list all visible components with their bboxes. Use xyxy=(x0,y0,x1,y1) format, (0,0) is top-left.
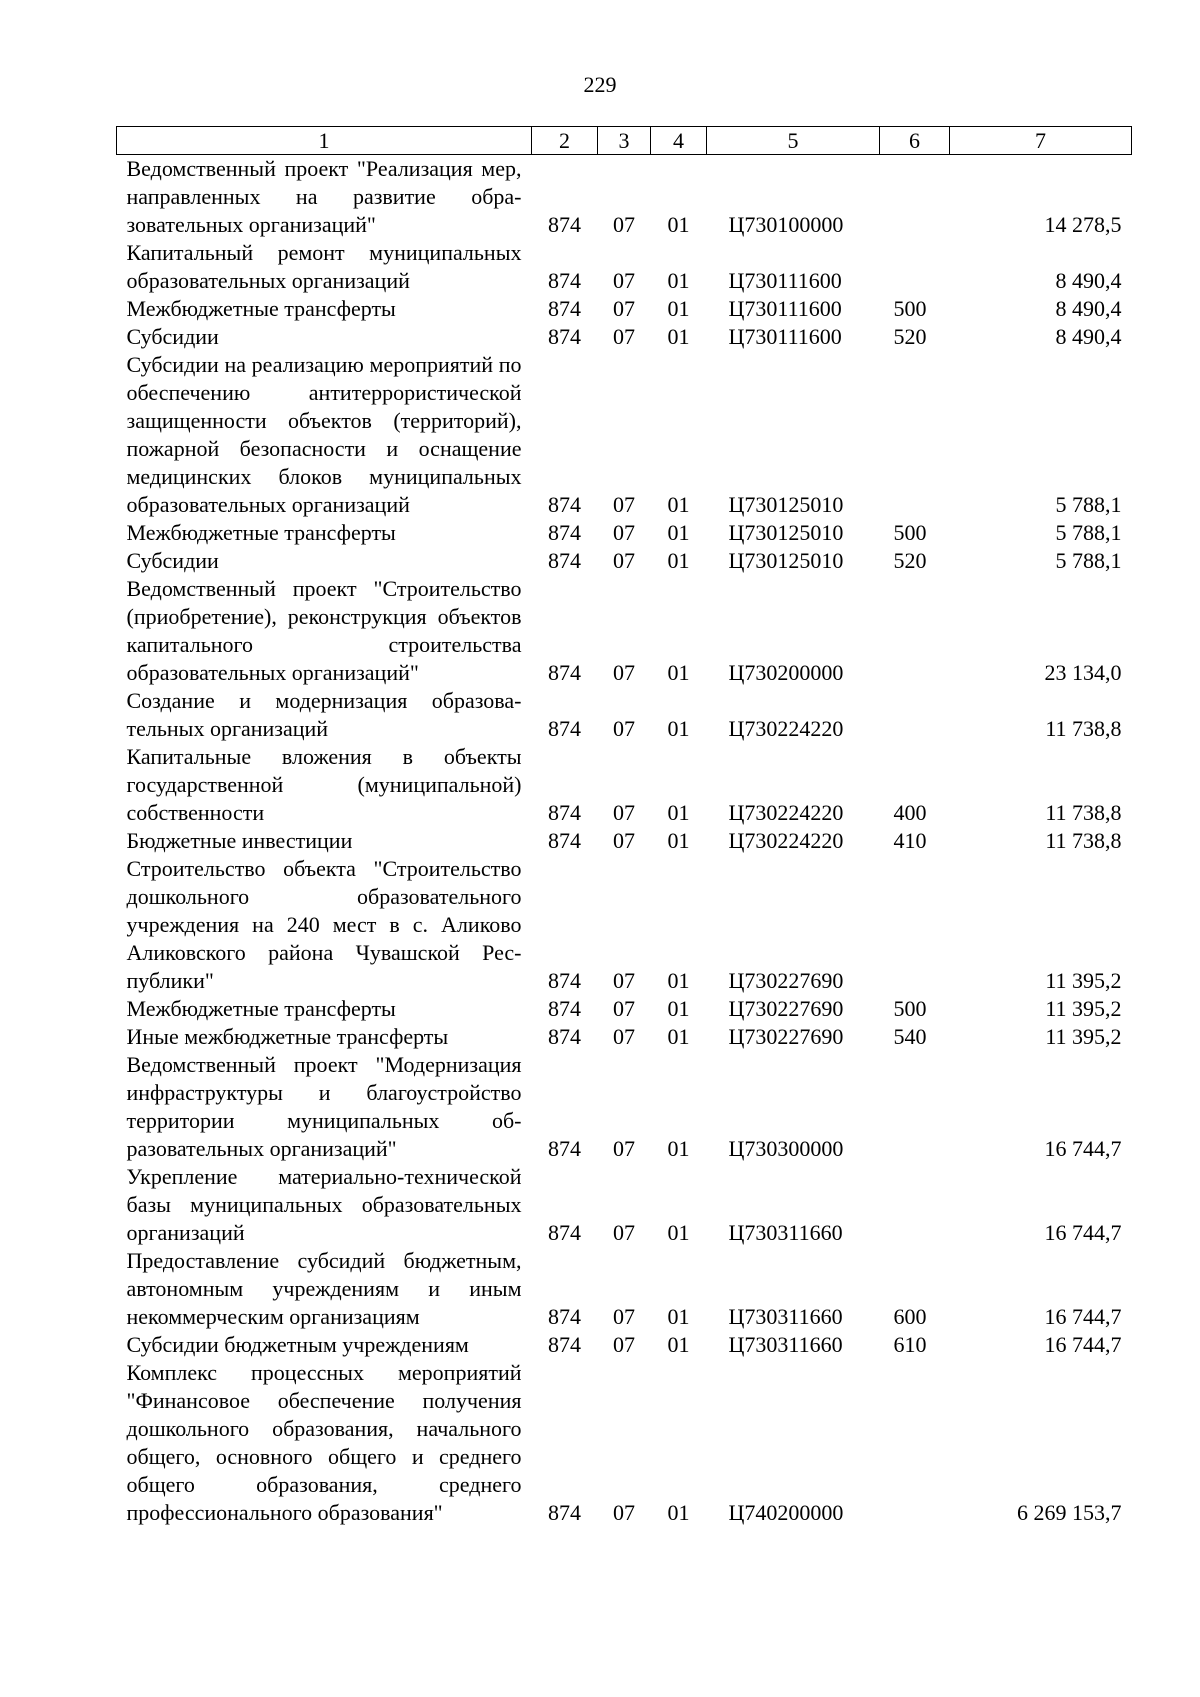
header-col-3: 3 xyxy=(598,127,651,155)
ministry-code-cell: 874 xyxy=(548,660,581,685)
row-name-cell: Субсидии xyxy=(126,324,219,349)
amount-cell: 16 744,7 xyxy=(1044,1332,1122,1357)
target-article-cell: Ц730200000 xyxy=(728,660,844,685)
row-name-cell: Субсидии бюджетным учреждениям xyxy=(126,1332,469,1357)
row-name-cell: Ведомственный проект "Реализация мер, направленных на развитие образовательных организаций" xyxy=(126,156,522,237)
target-article-cell: Ц730224220 xyxy=(728,716,844,741)
row-name-cell: Ведомственный проект "Строительство (приобретение), реконструкция объектов капитального строительства образовательных организаций" xyxy=(126,576,522,685)
table-row xyxy=(117,295,1132,323)
subsection-code-cell: 01 xyxy=(667,212,690,237)
table-row xyxy=(117,351,1132,519)
row-name-cell: Строительство объекта "Строительство дошкольного образовательного учреждения на 240 мест в с. Аликово Аликовского района Чувашской Республики" xyxy=(126,856,522,993)
ministry-code-cell: 874 xyxy=(548,828,581,853)
ministry-code-cell: 874 xyxy=(548,548,581,573)
section-code-cell: 07 xyxy=(613,1304,635,1329)
section-code-cell: 07 xyxy=(613,1136,635,1161)
table-row xyxy=(117,687,1132,743)
expense-type-cell xyxy=(880,1359,950,1527)
section-code-cell: 07 xyxy=(613,800,635,825)
table-row xyxy=(117,519,1132,547)
expense-type-cell xyxy=(880,575,950,687)
ministry-code-cell: 874 xyxy=(548,1220,581,1245)
row-name-cell: Капитальный ремонт муниципальных образовательных организаций xyxy=(126,240,522,293)
row-name-cell: Комплекс процессных мероприятий "Финансовое обеспечение получения дошкольного образования, начального общего, основного общего и среднего общего образования, среднего профессионального образования" xyxy=(126,1360,522,1525)
subsection-code-cell: 01 xyxy=(667,716,690,741)
table-body xyxy=(117,155,1132,1528)
expense-type-cell: 500 xyxy=(893,996,927,1021)
subsection-code-cell: 01 xyxy=(667,324,690,349)
table-row xyxy=(117,855,1132,995)
section-code-cell: 07 xyxy=(613,996,635,1021)
amount-cell: 16 744,7 xyxy=(1044,1220,1122,1245)
expense-type-cell: 410 xyxy=(893,828,927,853)
amount-cell: 14 278,5 xyxy=(1044,212,1122,237)
ministry-code-cell: 874 xyxy=(548,1304,581,1329)
target-article-cell: Ц730100000 xyxy=(728,212,844,237)
amount-cell: 8 490,4 xyxy=(1055,296,1122,321)
ministry-code-cell: 874 xyxy=(548,996,581,1021)
target-article-cell: Ц730227690 xyxy=(728,1024,844,1049)
table-row xyxy=(117,323,1132,351)
target-article-cell: Ц740200000 xyxy=(728,1500,844,1525)
amount-cell: 11 738,8 xyxy=(1045,716,1122,741)
amount-cell: 11 395,2 xyxy=(1045,968,1122,993)
table-row xyxy=(117,1247,1132,1331)
target-article-cell: Ц730227690 xyxy=(728,968,844,993)
table-row xyxy=(117,1051,1132,1163)
subsection-code-cell: 01 xyxy=(667,828,690,853)
subsection-code-cell: 01 xyxy=(667,268,690,293)
amount-cell: 11 395,2 xyxy=(1045,1024,1122,1049)
row-name-cell: Бюджетные инвестиции xyxy=(126,828,353,853)
row-name-cell: Межбюджетные трансферты xyxy=(126,520,396,545)
section-code-cell: 07 xyxy=(613,968,635,993)
table-row xyxy=(117,743,1132,827)
amount-cell: 6 269 153,7 xyxy=(1017,1500,1122,1525)
target-article-cell: Ц730224220 xyxy=(728,828,844,853)
amount-cell: 8 490,4 xyxy=(1055,268,1122,293)
section-code-cell: 07 xyxy=(613,1024,635,1049)
subsection-code-cell: 01 xyxy=(667,1220,690,1245)
amount-cell: 11 395,2 xyxy=(1045,996,1122,1021)
page-number: 229 xyxy=(583,72,617,97)
target-article-cell: Ц730311660 xyxy=(728,1304,843,1329)
amount-cell: 8 490,4 xyxy=(1055,324,1122,349)
ministry-code-cell: 874 xyxy=(548,324,581,349)
expense-type-cell xyxy=(880,1163,950,1247)
section-code-cell: 07 xyxy=(613,1220,635,1245)
amount-cell: 11 738,8 xyxy=(1045,828,1122,853)
expense-type-cell xyxy=(880,239,950,295)
subsection-code-cell: 01 xyxy=(667,660,690,685)
subsection-code-cell: 01 xyxy=(667,968,690,993)
row-name-cell: Субсидии xyxy=(126,548,219,573)
ministry-code-cell: 874 xyxy=(548,492,581,517)
section-code-cell: 07 xyxy=(613,716,635,741)
section-code-cell: 07 xyxy=(613,268,635,293)
expense-type-cell xyxy=(880,351,950,519)
ministry-code-cell: 874 xyxy=(548,1332,581,1357)
header-col-6: 6 xyxy=(880,127,950,155)
row-name-cell: Иные межбюджетные трансферты xyxy=(126,1024,449,1049)
subsection-code-cell: 01 xyxy=(667,492,690,517)
target-article-cell: Ц730311660 xyxy=(728,1332,843,1357)
section-code-cell: 07 xyxy=(613,660,635,685)
ministry-code-cell: 874 xyxy=(548,296,581,321)
subsection-code-cell: 01 xyxy=(667,800,690,825)
amount-cell: 5 788,1 xyxy=(1055,548,1122,573)
amount-cell: 16 744,7 xyxy=(1044,1136,1122,1161)
ministry-code-cell: 874 xyxy=(548,268,581,293)
ministry-code-cell: 874 xyxy=(548,212,581,237)
subsection-code-cell: 01 xyxy=(667,1500,690,1525)
target-article-cell: Ц730125010 xyxy=(728,548,844,573)
amount-cell: 23 134,0 xyxy=(1044,660,1122,685)
table-row xyxy=(117,575,1132,687)
table-row xyxy=(117,1023,1132,1051)
row-name-cell: Межбюджетные трансферты xyxy=(126,296,396,321)
table-row xyxy=(117,995,1132,1023)
header-row xyxy=(117,127,1132,155)
ministry-code-cell: 874 xyxy=(548,716,581,741)
expense-type-cell xyxy=(880,855,950,995)
row-name-cell: Капитальные вложения в объекты государственной (муниципальной) собственности xyxy=(126,744,522,825)
ministry-code-cell: 874 xyxy=(548,520,581,545)
amount-cell: 5 788,1 xyxy=(1055,492,1122,517)
row-name-cell: Укрепление материально-технической базы муниципальных образовательных организаций xyxy=(126,1164,522,1245)
table-row xyxy=(117,827,1132,855)
ministry-code-cell: 874 xyxy=(548,800,581,825)
subsection-code-cell: 01 xyxy=(667,296,690,321)
subsection-code-cell: 01 xyxy=(667,1024,690,1049)
target-article-cell: Ц730111600 xyxy=(728,324,842,349)
budget-table xyxy=(116,126,1132,1527)
table-row xyxy=(117,1163,1132,1247)
subsection-code-cell: 01 xyxy=(667,1136,690,1161)
header-col-7: 7 xyxy=(950,127,1132,155)
amount-cell: 5 788,1 xyxy=(1055,520,1122,545)
subsection-code-cell: 01 xyxy=(667,520,690,545)
subsection-code-cell: 01 xyxy=(667,1332,690,1357)
subsection-code-cell: 01 xyxy=(667,996,690,1021)
expense-type-cell xyxy=(880,687,950,743)
expense-type-cell xyxy=(880,155,950,240)
section-code-cell: 07 xyxy=(613,212,635,237)
header-col-4: 4 xyxy=(651,127,707,155)
expense-type-cell: 520 xyxy=(893,548,927,573)
section-code-cell: 07 xyxy=(613,1332,635,1357)
section-code-cell: 07 xyxy=(613,520,635,545)
expense-type-cell: 610 xyxy=(893,1332,927,1357)
section-code-cell: 07 xyxy=(613,828,635,853)
table-row xyxy=(117,1331,1132,1359)
header-col-1: 1 xyxy=(117,127,532,155)
subsection-code-cell: 01 xyxy=(667,1304,690,1329)
section-code-cell: 07 xyxy=(613,324,635,349)
ministry-code-cell: 874 xyxy=(548,1024,581,1049)
amount-cell: 16 744,7 xyxy=(1044,1304,1122,1329)
row-name-cell: Межбюджетные трансферты xyxy=(126,996,396,1021)
ministry-code-cell: 874 xyxy=(548,1500,581,1525)
table-row xyxy=(117,239,1132,295)
target-article-cell: Ц730125010 xyxy=(728,520,844,545)
expense-type-cell: 600 xyxy=(893,1304,927,1329)
table-row xyxy=(117,547,1132,575)
section-code-cell: 07 xyxy=(613,492,635,517)
amount-cell: 11 738,8 xyxy=(1045,800,1122,825)
target-article-cell: Ц730227690 xyxy=(728,996,844,1021)
expense-type-cell: 540 xyxy=(893,1024,927,1049)
row-name-cell: Предоставление субсидий бюджетным, автономным учреждениям и иным некоммерческим организациям xyxy=(126,1248,522,1329)
target-article-cell: Ц730300000 xyxy=(728,1136,844,1161)
expense-type-cell: 500 xyxy=(893,296,927,321)
header-col-2: 2 xyxy=(532,127,598,155)
target-article-cell: Ц730111600 xyxy=(728,296,842,321)
expense-type-cell: 400 xyxy=(893,800,927,825)
expense-type-cell xyxy=(880,1051,950,1163)
ministry-code-cell: 874 xyxy=(548,968,581,993)
target-article-cell: Ц730311660 xyxy=(728,1220,843,1245)
row-name-cell: Субсидии на реализацию мероприятий по обеспечению антитеррористической защищенности объектов (территорий), пожарной безопасности и оснащение медицинских блоков муниципальных образовательных организаций xyxy=(126,352,522,517)
row-name-cell: Создание и модернизация образовательных организаций xyxy=(126,688,522,741)
table-row xyxy=(117,155,1132,240)
target-article-cell: Ц730224220 xyxy=(728,800,844,825)
header-col-5: 5 xyxy=(707,127,880,155)
ministry-code-cell: 874 xyxy=(548,1136,581,1161)
section-code-cell: 07 xyxy=(613,1500,635,1525)
subsection-code-cell: 01 xyxy=(667,548,690,573)
row-name-cell: Ведомственный проект "Модернизация инфраструктуры и благоустройство территории муниципальных образовательных организаций" xyxy=(126,1052,522,1161)
section-code-cell: 07 xyxy=(613,548,635,573)
table-row xyxy=(117,1359,1132,1527)
table-header xyxy=(117,127,1132,155)
target-article-cell: Ц730125010 xyxy=(728,492,844,517)
target-article-cell: Ц730111600 xyxy=(728,268,842,293)
expense-type-cell: 500 xyxy=(893,520,927,545)
expense-type-cell: 520 xyxy=(893,324,927,349)
section-code-cell: 07 xyxy=(613,296,635,321)
